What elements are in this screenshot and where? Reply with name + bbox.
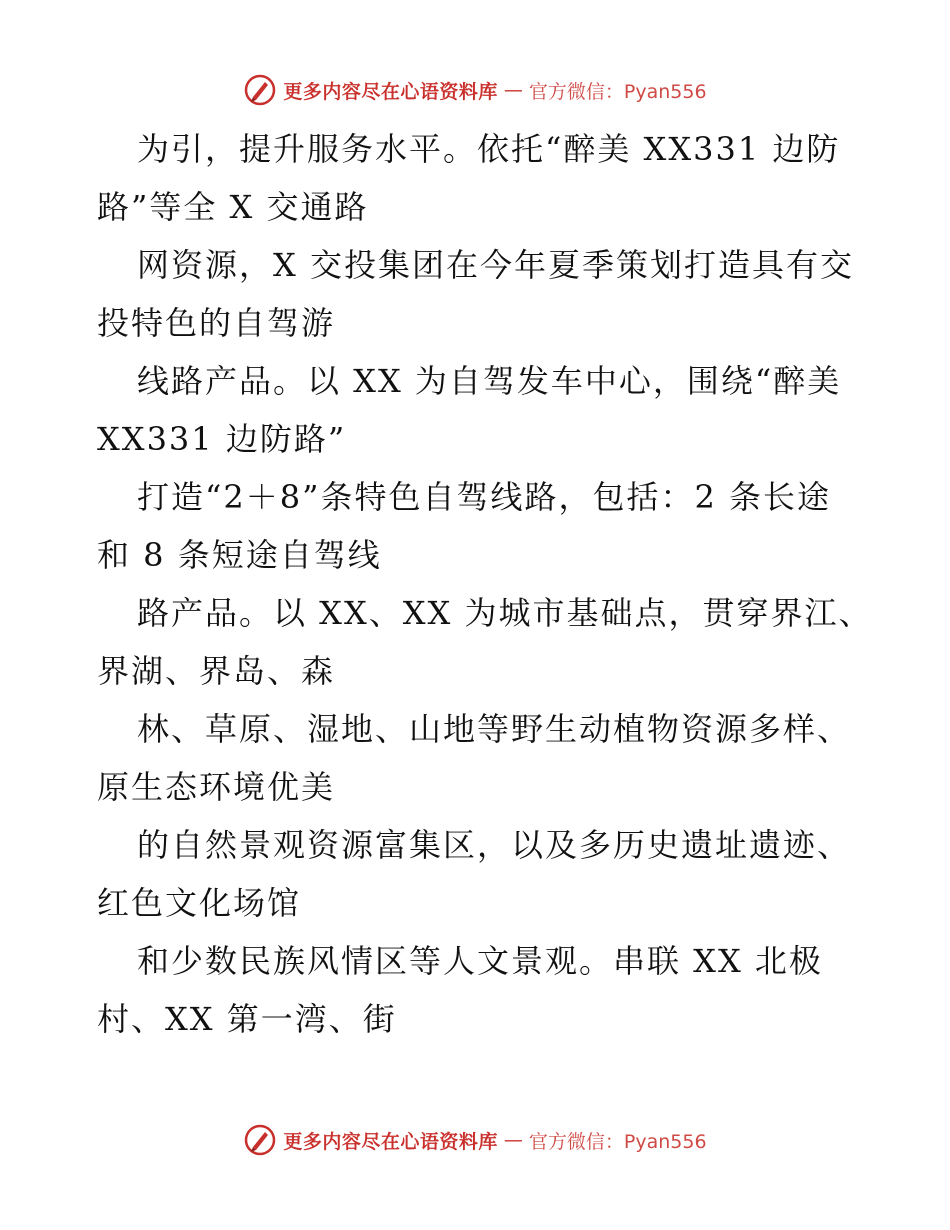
banner-title: 更多内容尽在心语资料库 <box>283 80 498 103</box>
text-line: 村、XX 第一湾、街 <box>97 1000 397 1038</box>
banner-title: 更多内容尽在心语资料库 <box>283 1130 498 1153</box>
text-line: 网资源，X 交投集团在今年夏季策划打造具有交 <box>137 246 854 284</box>
banner-content <box>243 73 706 107</box>
banner-wechat: 官方微信：Pyan556 <box>528 80 707 103</box>
text-line: 路”等全 X 交通路 <box>97 188 369 226</box>
text-line: XX331 边防路” <box>97 420 347 458</box>
text-line: 为引，提升服务水平。依托“醉美 XX331 边防 <box>137 130 841 168</box>
text-line: 投特色的自驾游 <box>97 304 336 342</box>
text-line: 原生态环境优美 <box>97 768 336 806</box>
pen-logo-icon <box>243 73 277 107</box>
text-line: 界湖、界岛、森 <box>97 652 336 690</box>
text-line: 路产品。以 XX、XX 为城市基础点，贯穿界江、 <box>137 594 873 632</box>
pen-logo-icon <box>243 1123 277 1157</box>
banner-content <box>243 1123 706 1157</box>
header-banner <box>0 68 950 112</box>
text-line: 和 8 条短途自驾线 <box>97 536 382 574</box>
text-line: 的自然景观资源富集区，以及多历史遗址遗迹、 <box>137 826 852 864</box>
text-line: 林、草原、湿地、山地等野生动植物资源多样、 <box>137 710 852 748</box>
banner-separator: — <box>503 79 523 101</box>
text-line: 和少数民族风情区等人文景观。串联 XX 北极 <box>137 942 823 980</box>
document-body <box>97 120 873 1048</box>
banner-wechat: 官方微信：Pyan556 <box>528 1130 707 1153</box>
text-line: 红色文化场馆 <box>97 884 302 922</box>
footer-banner <box>0 1118 950 1162</box>
banner-separator: — <box>503 1129 523 1151</box>
text-line: 线路产品。以 XX 为自驾发车中心，围绕“醉美 <box>137 362 842 400</box>
text-line: 打造“2＋8”条特色自驾线路，包括：2 条长途 <box>137 478 831 516</box>
